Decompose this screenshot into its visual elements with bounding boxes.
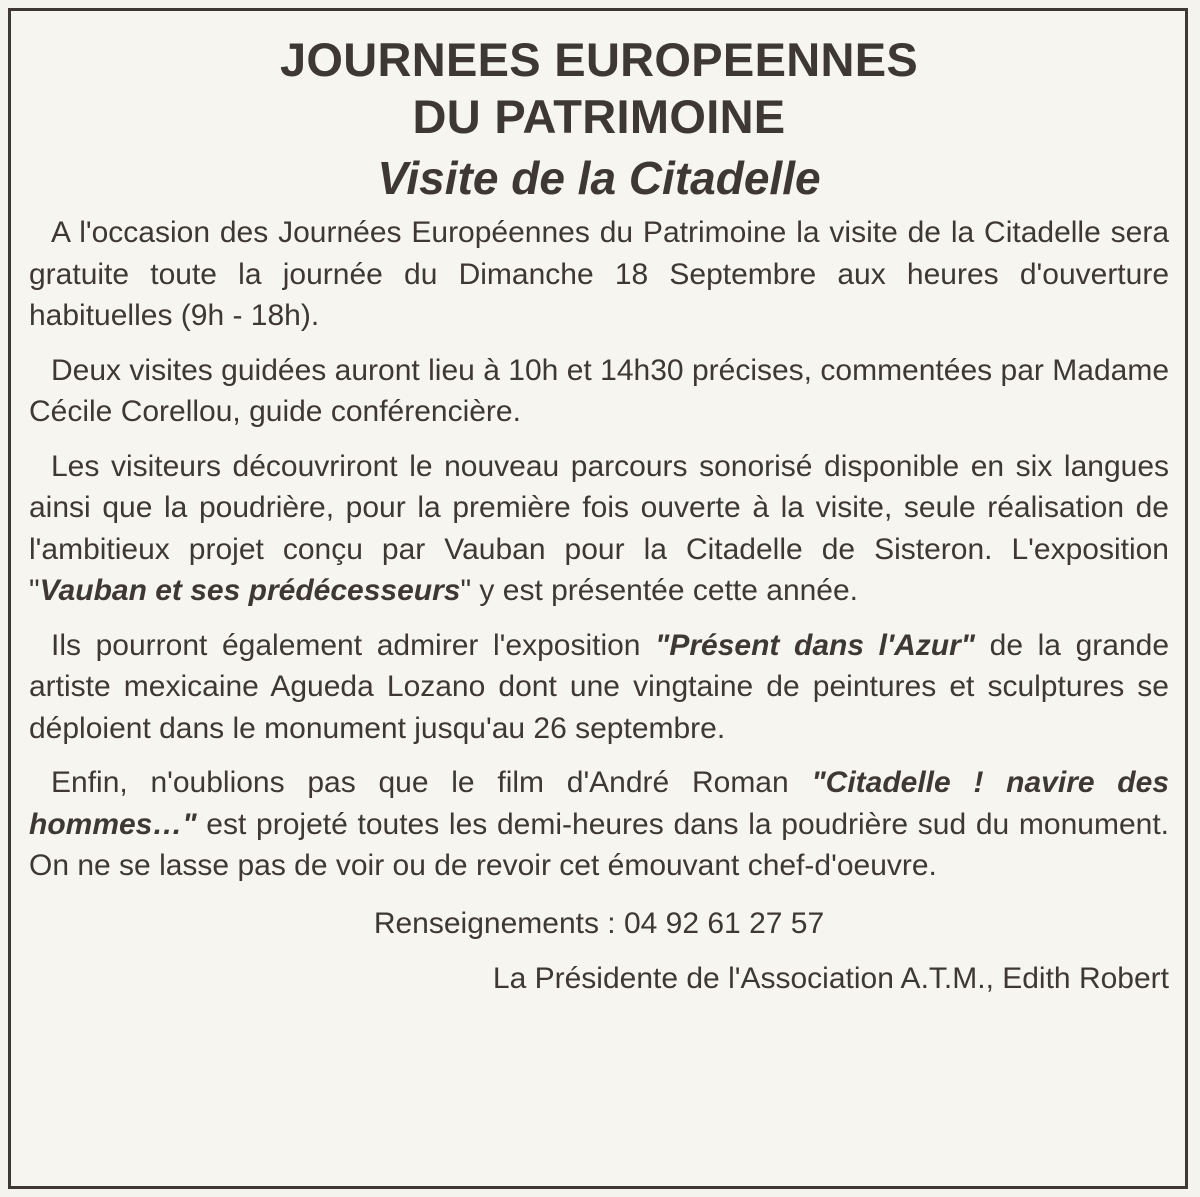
title-line-2: DU PATRIMOINE	[412, 90, 786, 143]
announcement-subtitle: Visite de la Citadelle	[377, 152, 821, 204]
exhibition-title-azur: "Présent dans l'Azur"	[655, 628, 976, 662]
paragraph-film	[29, 762, 1169, 887]
paragraph-guided-tours: Deux visites guidées auront lieu à 10h et 14h30 précises, commentées par Madame Cécile Corellou, guide conférencière.	[29, 353, 1169, 428]
paragraph-text: Les visiteurs découvriront le nouveau parcours sonorisé disponible en six langues ainsi que la poudrière, pour la première fois ouverte à la visite, seule réalisation de l'ambitieux projet conçu par Vauban pour la Citadelle de Sisteron. L'exposition "	[29, 449, 1169, 607]
paragraph-text: " y est présentée cette année.	[460, 574, 859, 607]
film-title: "Citadelle ! navire des hommes…"	[29, 766, 1170, 841]
paragraph-text: de la grande artiste mexicaine Agueda Lozano dont une vingtaine de peintures et sculptures se déploient dans le monument jusqu'au 26 septembre.	[29, 628, 1170, 745]
paragraph-lozano-exhibition	[29, 625, 1169, 750]
paragraph-text: Ils pourront également admirer l'exposition	[51, 628, 656, 662]
signature: La Présidente de l'Association A.T.M., Edith Robert	[492, 961, 1169, 995]
exhibition-title-vauban: Vauban et ses prédécesseurs	[39, 574, 461, 607]
title-line-1: JOURNEES EUROPEENNES	[279, 33, 919, 86]
paragraph-free-visit: A l'occasion des Journées Européennes du Patrimoine la visite de la Citadelle sera gratuite toute la journée du Dimanche 18 Septembre aux heures d'ouverture habituelles (9h - 18h).	[29, 216, 1169, 332]
announcement-title	[29, 31, 1169, 145]
contact-info: Renseignements : 04 92 61 27 57	[373, 906, 825, 940]
announcement-frame	[8, 8, 1188, 1189]
paragraph-visitors-discover	[29, 446, 1169, 612]
paragraph-text: est projeté toutes les demi-heures dans la poudrière sud du monument. On ne se lasse pas de voir ou de revoir cet émouvant chef-d'oeuvre.	[29, 807, 1169, 882]
paragraph-text: Enfin, n'oublions pas que le film d'André Roman	[51, 766, 812, 799]
